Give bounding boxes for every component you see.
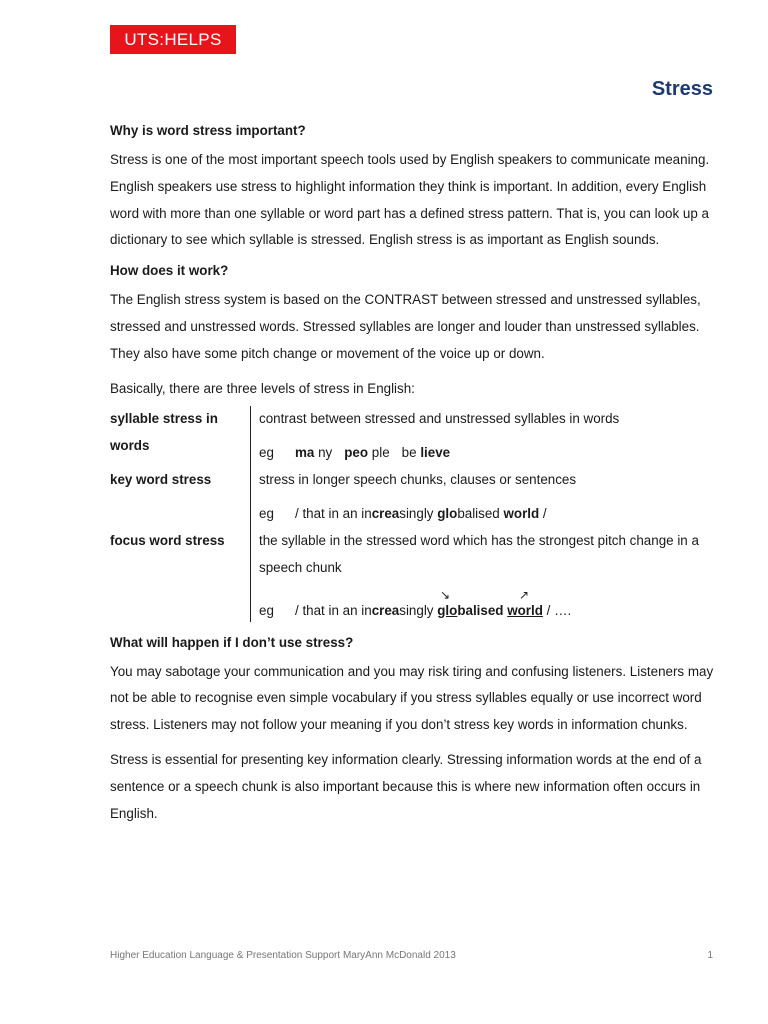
footer-text: Higher Education Language & Presentation Support MaryAnn McDonald 2013 [110, 950, 456, 961]
heading-how: How does it work? [110, 263, 229, 279]
cell-focus-word-stress [251, 528, 716, 622]
syllable-stressed: lieve [420, 445, 451, 461]
example-focus-word-stress [259, 598, 715, 622]
paragraph-why: Stress is one of the most important speech tools used by English speakers to communicate meaning. English speakers use stress to highlight information they think is important. In addition, every English word with more than one syllable or word part has a defined stress pattern. That is, you can look up a dictionary to see which syllable is stressed. English stress is as important as English sounds. [110, 152, 710, 248]
paragraph-what: You may sabotage your communication and you may risk tiring and confusing listeners. Listeners may not be able to recognise even simple vocabulary if you stress syllables equally or use incorrect word stress. Listeners may not follow your meaning if you don’t stress key words in information chunks. [110, 663, 714, 733]
syllable-unstressed: ny [318, 445, 333, 461]
example-syllable-stress [259, 433, 715, 467]
example-key-word-stress [259, 494, 715, 528]
desc-syllable-stress: contrast between stressed and unstressed syllables in words [259, 411, 620, 427]
eg-label: eg [259, 445, 274, 461]
page-title: Stress [651, 78, 713, 100]
example-text: / that in an increasingly globalised world / …. [295, 602, 572, 618]
desc-focus-word-stress: the syllable in the stressed word which has the strongest pitch change in a speech chunk [259, 532, 699, 575]
stress-levels-table [110, 406, 715, 621]
label-syllable-stress: syllable stress in words [110, 411, 218, 454]
eg-label: eg [259, 602, 274, 618]
table-row-focus-word [110, 528, 715, 622]
table-row-key-word [110, 467, 715, 528]
pitch-arrows [259, 582, 715, 602]
rising-pitch-arrow-icon: ↗ [519, 587, 530, 602]
paragraph-what-2: Stress is essential for presenting key information clearly. Stressing information words at the end of a sentence or a speech chunk is also important because this is where new information often occurs in English. [110, 751, 702, 821]
cell-syllable-stress [251, 406, 716, 467]
eg-label: eg [259, 505, 274, 521]
syllable-stressed: ma [295, 445, 315, 461]
document-body [110, 122, 715, 827]
page-footer [110, 950, 713, 961]
heading-why: Why is word stress important? [110, 123, 306, 138]
desc-key-word-stress: stress in longer speech chunks, clauses or sentences [259, 472, 577, 488]
syllable-unstressed: be [401, 445, 417, 461]
syllable-unstressed: ple [371, 445, 390, 461]
cell-key-word-stress [251, 467, 716, 528]
falling-pitch-arrow-icon: ↘ [440, 587, 451, 602]
uts-helps-logo: UTS:HELPS [110, 25, 236, 54]
syllable-stressed: peo [344, 445, 369, 461]
label-focus-word-stress: focus word stress [110, 532, 225, 548]
table-row-syllable [110, 406, 715, 467]
example-text: / that in an increasingly globalised world / [295, 505, 547, 521]
page-number: 1 [707, 950, 713, 961]
paragraph-levels-intro: Basically, there are three levels of stress in English: [110, 380, 415, 396]
heading-what: What will happen if I don’t use stress? [110, 634, 354, 650]
paragraph-how: The English stress system is based on the CONTRAST between stressed and unstressed syllables, stressed and unstressed words. Stressed syllables are longer and louder than unstressed syllables. They also have some pitch change or movement of the voice up or down. [110, 292, 701, 361]
label-key-word-stress: key word stress [110, 472, 212, 488]
